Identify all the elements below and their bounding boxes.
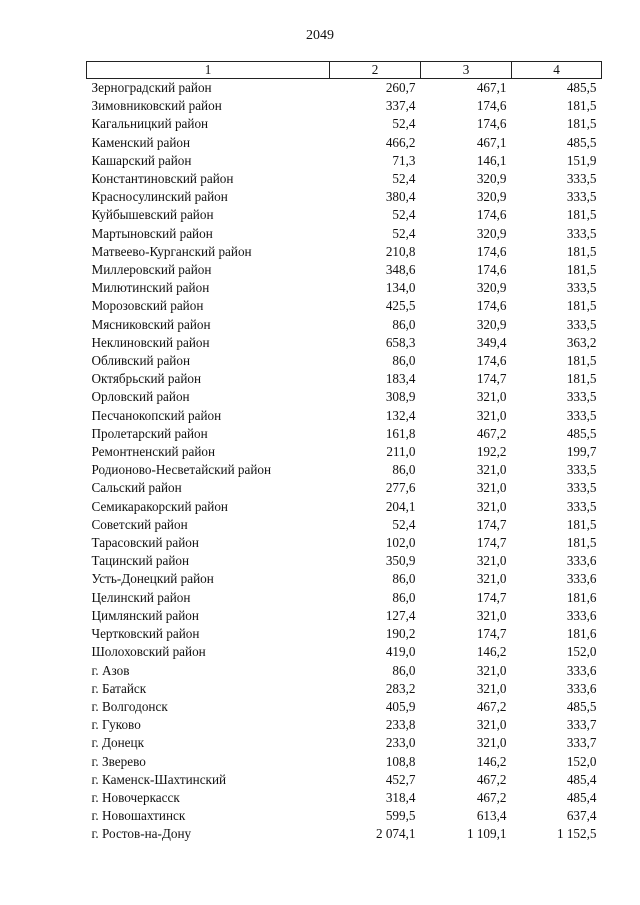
- value-cell-col2: 260,7: [385, 80, 416, 95]
- value-cell-col3: 174,7: [476, 371, 507, 387]
- value-cell-col2: 86,0: [392, 662, 416, 678]
- municipality-name-cell: Целинский район: [91, 589, 191, 605]
- value-cell-col4: 485,5: [566, 134, 597, 150]
- municipality-name-cell: Ремонтненский район: [91, 444, 216, 460]
- value-cell-col4: 181,5: [566, 371, 597, 387]
- value-cell-col2: 277,6: [385, 480, 416, 496]
- value-cell-col2: 233,8: [385, 717, 416, 733]
- value-cell-col4: 333,5: [566, 316, 597, 332]
- value-cell-col4: 333,5: [566, 280, 597, 296]
- table-row: [87, 753, 602, 771]
- value-cell-col2: 2 074,1: [375, 826, 416, 842]
- municipality-name-cell: Усть-Донецкий район: [91, 571, 214, 587]
- value-cell-col4: 333,5: [566, 498, 597, 514]
- value-cell-col2: 86,0: [392, 353, 416, 369]
- table-row: [87, 716, 602, 734]
- value-cell-col3: 613,4: [476, 808, 507, 824]
- value-cell-col3: 321,0: [476, 498, 507, 514]
- table-row: [87, 443, 602, 461]
- value-cell-col3: 174,6: [476, 98, 507, 114]
- value-cell-col2: 132,4: [385, 407, 416, 423]
- table-row: [87, 279, 602, 297]
- municipality-name-cell: г. Волгодонск: [91, 698, 168, 714]
- municipality-name-cell: Шолоховский район: [91, 644, 206, 660]
- value-cell-col4: 333,5: [566, 189, 597, 205]
- table-row: [87, 607, 602, 625]
- table-row: [87, 134, 602, 152]
- value-cell-col3: 321,0: [476, 607, 507, 623]
- value-cell-col2: 318,4: [385, 789, 416, 805]
- value-cell-col2: 405,9: [385, 698, 416, 714]
- municipality-name-cell: Песчанокопский район: [91, 407, 222, 423]
- municipality-name-cell: Тацинский район: [91, 553, 190, 569]
- table-row: [87, 625, 602, 643]
- value-cell-col4: 333,5: [566, 462, 597, 478]
- table-row: [87, 789, 602, 807]
- table-row: [87, 188, 602, 206]
- value-cell-col2: 348,6: [385, 262, 416, 278]
- municipality-name-cell: г. Новошахтинск: [91, 808, 186, 824]
- municipality-name-cell: г. Зверево: [91, 753, 146, 769]
- value-cell-col4: 485,5: [566, 425, 597, 441]
- value-cell-col4: 181,5: [566, 116, 597, 132]
- table-row: [87, 352, 602, 370]
- value-cell-col2: 283,2: [385, 680, 416, 696]
- value-cell-col2: 86,0: [392, 462, 416, 478]
- value-cell-col4: 181,5: [566, 298, 597, 314]
- value-cell-col2: 86,0: [392, 571, 416, 587]
- value-cell-col4: 181,5: [566, 207, 597, 223]
- value-cell-col2: 52,4: [392, 116, 416, 132]
- municipality-name-cell: Морозовский район: [91, 298, 204, 314]
- municipality-name-cell: Советский район: [91, 516, 188, 532]
- value-cell-col3: 321,0: [476, 462, 507, 478]
- value-cell-col4: 151,9: [566, 152, 597, 168]
- value-cell-col4: 333,5: [566, 480, 597, 496]
- table-row: [87, 115, 602, 133]
- municipality-name-cell: Красносулинский район: [91, 189, 228, 205]
- value-cell-col4: 181,5: [566, 353, 597, 369]
- table-body: [87, 79, 602, 844]
- value-cell-col2: 102,0: [385, 535, 416, 551]
- value-cell-col4: 333,6: [566, 553, 597, 569]
- value-cell-col3: 321,0: [476, 717, 507, 733]
- value-cell-col4: 637,4: [566, 808, 597, 824]
- value-cell-col3: 321,0: [476, 389, 507, 405]
- value-cell-col4: 181,6: [566, 589, 597, 605]
- municipality-name-cell: Орловский район: [91, 389, 190, 405]
- table-row: [87, 152, 602, 170]
- value-cell-col2: 86,0: [392, 589, 416, 605]
- value-cell-col4: 333,6: [566, 680, 597, 696]
- value-cell-col2: 658,3: [385, 334, 416, 350]
- value-cell-col3: 321,0: [476, 407, 507, 423]
- municipality-name-cell: Зерноградский район: [91, 80, 212, 95]
- municipality-name-cell: Сальский район: [91, 480, 182, 496]
- value-cell-col3: 321,0: [476, 662, 507, 678]
- value-cell-col2: 190,2: [385, 626, 416, 642]
- table-row: [87, 734, 602, 752]
- value-cell-col2: 52,4: [392, 516, 416, 532]
- table-row: [87, 698, 602, 716]
- value-cell-col2: 127,4: [385, 607, 416, 623]
- value-cell-col2: 161,8: [385, 425, 416, 441]
- municipality-name-cell: Семикаракорский район: [91, 498, 228, 514]
- value-cell-col3: 174,6: [476, 353, 507, 369]
- municipality-name-cell: Кагальницкий район: [91, 116, 209, 132]
- value-cell-col3: 174,7: [476, 626, 507, 642]
- value-cell-col4: 485,4: [566, 789, 597, 805]
- value-cell-col3: 320,9: [476, 171, 507, 187]
- table-row: [87, 170, 602, 188]
- value-cell-col3: 146,1: [476, 152, 507, 168]
- table-row: [87, 498, 602, 516]
- value-cell-col2: 204,1: [385, 498, 416, 514]
- table-row: [87, 97, 602, 115]
- value-cell-col4: 333,5: [566, 225, 597, 241]
- table-row: [87, 552, 602, 570]
- table-header: [87, 62, 602, 79]
- value-cell-col4: 333,6: [566, 607, 597, 623]
- value-cell-col3: 320,9: [476, 280, 507, 296]
- table-row: [87, 243, 602, 261]
- value-cell-col4: 333,5: [566, 407, 597, 423]
- value-cell-col3: 320,9: [476, 225, 507, 241]
- table-row: [87, 807, 602, 825]
- table-row: [87, 334, 602, 352]
- table-row: [87, 425, 602, 443]
- value-cell-col4: 333,5: [566, 171, 597, 187]
- value-cell-col2: 425,5: [385, 298, 416, 314]
- value-cell-col3: 146,2: [476, 753, 507, 769]
- value-cell-col4: 333,6: [566, 571, 597, 587]
- municipality-name-cell: Октябрьский район: [91, 371, 202, 387]
- value-cell-col4: 199,7: [566, 444, 597, 460]
- value-cell-col3: 174,6: [476, 243, 507, 259]
- value-cell-col3: 174,7: [476, 516, 507, 532]
- value-cell-col4: 485,5: [566, 698, 597, 714]
- budget-table-container: [86, 61, 601, 844]
- value-cell-col4: 181,5: [566, 262, 597, 278]
- table-row: [87, 79, 602, 98]
- value-cell-col2: 71,3: [392, 152, 416, 168]
- table-row: [87, 516, 602, 534]
- column-header-1: 1: [87, 62, 330, 79]
- table-row: [87, 643, 602, 661]
- municipality-name-cell: Цимлянский район: [91, 607, 199, 623]
- value-cell-col3: 174,6: [476, 298, 507, 314]
- value-cell-col4: 181,5: [566, 98, 597, 114]
- municipality-name-cell: Мартыновский район: [91, 225, 213, 241]
- municipality-name-cell: Милютинский район: [91, 280, 210, 296]
- municipality-name-cell: Кашарский район: [91, 152, 192, 168]
- value-cell-col2: 380,4: [385, 189, 416, 205]
- value-cell-col4: 485,4: [566, 771, 597, 787]
- value-cell-col2: 210,8: [385, 243, 416, 259]
- value-cell-col4: 333,6: [566, 662, 597, 678]
- table-row: [87, 388, 602, 406]
- value-cell-col3: 146,2: [476, 644, 507, 660]
- value-cell-col2: 337,4: [385, 98, 416, 114]
- table-row: [87, 206, 602, 224]
- value-cell-col2: 419,0: [385, 644, 416, 660]
- value-cell-col3: 320,9: [476, 189, 507, 205]
- value-cell-col3: 192,2: [476, 444, 507, 460]
- value-cell-col3: 1 109,1: [466, 826, 507, 842]
- value-cell-col4: 181,5: [566, 535, 597, 551]
- value-cell-col3: 467,2: [476, 771, 507, 787]
- table-row: [87, 407, 602, 425]
- value-cell-col4: 181,5: [566, 516, 597, 532]
- value-cell-col3: 467,2: [476, 425, 507, 441]
- municipality-name-cell: г. Новочеркасск: [91, 789, 180, 805]
- value-cell-col3: 321,0: [476, 571, 507, 587]
- municipality-name-cell: Неклиновский район: [91, 334, 210, 350]
- table-row: [87, 534, 602, 552]
- value-cell-col3: 321,0: [476, 680, 507, 696]
- value-cell-col2: 211,0: [386, 444, 416, 460]
- value-cell-col2: 308,9: [385, 389, 416, 405]
- column-header-3: 3: [421, 62, 512, 79]
- value-cell-col3: 321,0: [476, 553, 507, 569]
- budget-table: [86, 61, 602, 844]
- value-cell-col4: 485,5: [566, 80, 597, 95]
- value-cell-col4: 363,2: [566, 334, 597, 350]
- value-cell-col4: 152,0: [566, 753, 597, 769]
- table-row: [87, 680, 602, 698]
- value-cell-col2: 233,0: [385, 735, 416, 751]
- value-cell-col3: 349,4: [476, 334, 507, 350]
- value-cell-col2: 599,5: [385, 808, 416, 824]
- municipality-name-cell: Пролетарский район: [91, 425, 208, 441]
- column-header-2: 2: [330, 62, 421, 79]
- municipality-name-cell: Чертковский район: [91, 626, 200, 642]
- value-cell-col2: 108,8: [385, 753, 416, 769]
- municipality-name-cell: г. Донецк: [91, 735, 144, 751]
- municipality-name-cell: Каменский район: [91, 134, 191, 150]
- value-cell-col3: 174,6: [476, 207, 507, 223]
- value-cell-col3: 320,9: [476, 316, 507, 332]
- value-cell-col4: 333,7: [566, 717, 597, 733]
- table-row: [87, 225, 602, 243]
- municipality-name-cell: г. Ростов-на-Дону: [91, 826, 192, 842]
- value-cell-col4: 152,0: [566, 644, 597, 660]
- value-cell-col3: 467,2: [476, 698, 507, 714]
- municipality-name-cell: г. Гуково: [91, 717, 141, 733]
- value-cell-col3: 174,6: [476, 262, 507, 278]
- value-cell-col3: 467,1: [476, 134, 507, 150]
- municipality-name-cell: г. Батайск: [91, 680, 147, 696]
- municipality-name-cell: Константиновский район: [91, 171, 234, 187]
- value-cell-col2: 466,2: [385, 134, 416, 150]
- municipality-name-cell: Родионово-Несветайский район: [91, 462, 272, 478]
- value-cell-col4: 333,7: [566, 735, 597, 751]
- column-header-4: 4: [512, 62, 602, 79]
- value-cell-col4: 1 152,5: [556, 826, 597, 842]
- table-row: [87, 316, 602, 334]
- value-cell-col3: 321,0: [476, 480, 507, 496]
- value-cell-col2: 183,4: [385, 371, 416, 387]
- value-cell-col2: 52,4: [392, 207, 416, 223]
- municipality-name-cell: г. Каменск-Шахтинский: [91, 771, 227, 787]
- value-cell-col3: 467,2: [476, 789, 507, 805]
- table-row: [87, 479, 602, 497]
- table-row: [87, 261, 602, 279]
- table-row: [87, 589, 602, 607]
- value-cell-col2: 52,4: [392, 171, 416, 187]
- municipality-name-cell: Зимовниковский район: [91, 98, 222, 114]
- value-cell-col3: 321,0: [476, 735, 507, 751]
- table-row: [87, 825, 602, 843]
- value-cell-col2: 52,4: [392, 225, 416, 241]
- table-row: [87, 370, 602, 388]
- municipality-name-cell: Обливский район: [91, 353, 191, 369]
- page-number: 2049: [306, 28, 334, 43]
- table-row: [87, 662, 602, 680]
- table-row: [87, 461, 602, 479]
- municipality-name-cell: Миллеровский район: [91, 262, 212, 278]
- value-cell-col3: 174,7: [476, 535, 507, 551]
- header-row: [87, 62, 602, 79]
- municipality-name-cell: Матвеево-Курганский район: [91, 243, 252, 259]
- municipality-name-cell: г. Азов: [91, 662, 130, 678]
- municipality-name-cell: Тарасовский район: [91, 535, 199, 551]
- municipality-name-cell: Куйбышевский район: [91, 207, 214, 223]
- value-cell-col2: 134,0: [385, 280, 416, 296]
- value-cell-col4: 333,5: [566, 389, 597, 405]
- value-cell-col4: 181,6: [566, 626, 597, 642]
- value-cell-col4: 181,5: [566, 243, 597, 259]
- value-cell-col3: 174,7: [476, 589, 507, 605]
- value-cell-col2: 86,0: [392, 316, 416, 332]
- table-row: [87, 771, 602, 789]
- table-row: [87, 570, 602, 588]
- value-cell-col3: 174,6: [476, 116, 507, 132]
- value-cell-col2: 350,9: [385, 553, 416, 569]
- value-cell-col2: 452,7: [385, 771, 416, 787]
- municipality-name-cell: Мясниковский район: [91, 316, 211, 332]
- value-cell-col3: 467,1: [476, 80, 507, 95]
- table-row: [87, 297, 602, 315]
